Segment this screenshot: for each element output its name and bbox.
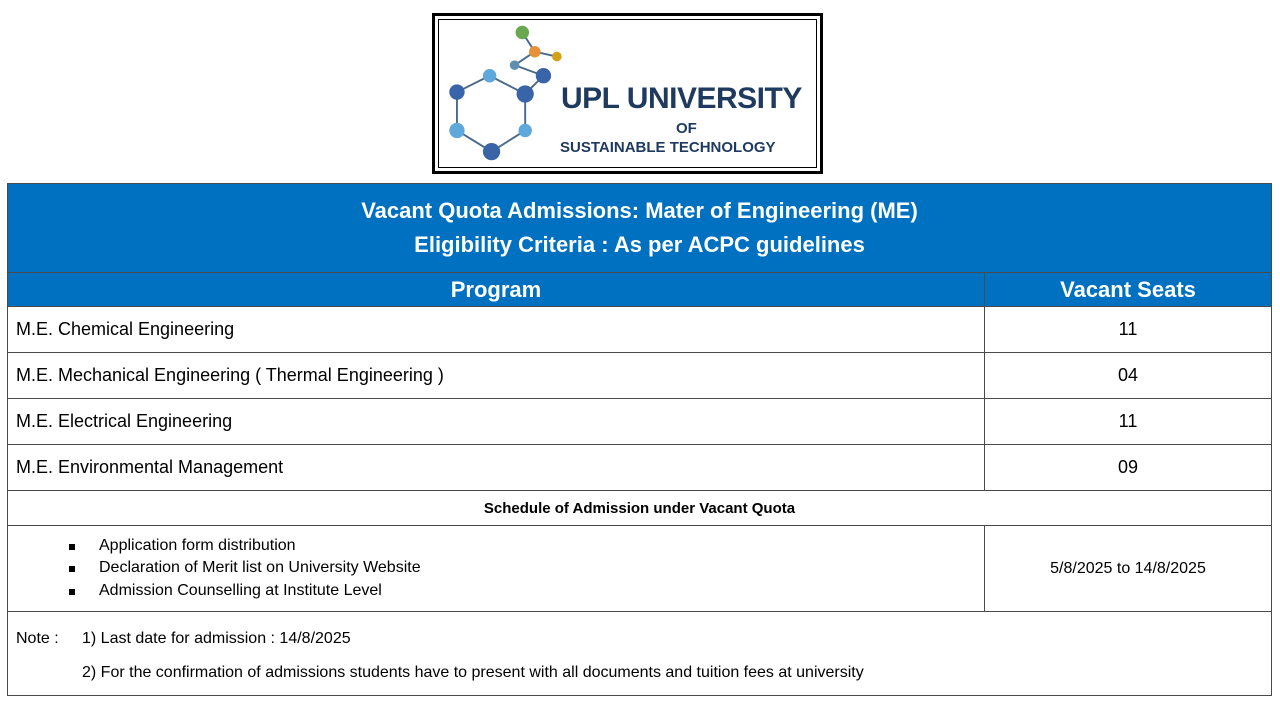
program-seats: 09: [985, 445, 1272, 491]
column-header-seats: Vacant Seats: [985, 273, 1272, 307]
university-logo: [432, 13, 823, 174]
program-name: M.E. Electrical Engineering: [8, 399, 985, 445]
table-row: [8, 399, 1272, 445]
title-line-2: Eligibility Criteria : As per ACPC guidelines: [414, 232, 865, 257]
column-header-program: Program: [8, 273, 985, 307]
logo-of-text: OF: [676, 120, 697, 137]
schedule-dates: 5/8/2025 to 14/8/2025: [985, 526, 1272, 612]
program-name: M.E. Chemical Engineering: [8, 307, 985, 353]
program-seats: 11: [985, 307, 1272, 353]
schedule-title: Schedule of Admission under Vacant Quota: [8, 491, 1272, 526]
note-section: [8, 612, 1272, 696]
admissions-table: [7, 183, 1272, 696]
note-label: Note :: [16, 630, 59, 647]
schedule-items: [8, 526, 985, 612]
note-line-1: 1) Last date for admission : 14/8/2025: [82, 630, 351, 647]
list-item: Application form distribution: [69, 535, 983, 558]
table-row: [8, 353, 1272, 399]
schedule-list: [9, 535, 983, 603]
list-item: Declaration of Merit list on University Website: [69, 557, 983, 580]
program-name: M.E. Environmental Management: [8, 445, 985, 491]
logo-tagline: SUSTAINABLE TECHNOLOGY: [560, 139, 776, 156]
title-line-1: Vacant Quota Admissions: Mater of Engineering (ME): [361, 198, 918, 223]
list-item: Admission Counselling at Institute Level: [69, 580, 983, 603]
logo-university-name: UPL UNIVERSITY: [561, 82, 802, 115]
program-name: M.E. Mechanical Engineering ( Thermal Engineering ): [8, 353, 985, 399]
program-seats: 11: [985, 399, 1272, 445]
table-row: [8, 445, 1272, 491]
note-line-2: 2) For the confirmation of admissions students have to present with all documents and tuition fees at university: [82, 664, 864, 681]
program-seats: 04: [985, 353, 1272, 399]
table-title: [8, 184, 1272, 273]
table-row: [8, 307, 1272, 353]
